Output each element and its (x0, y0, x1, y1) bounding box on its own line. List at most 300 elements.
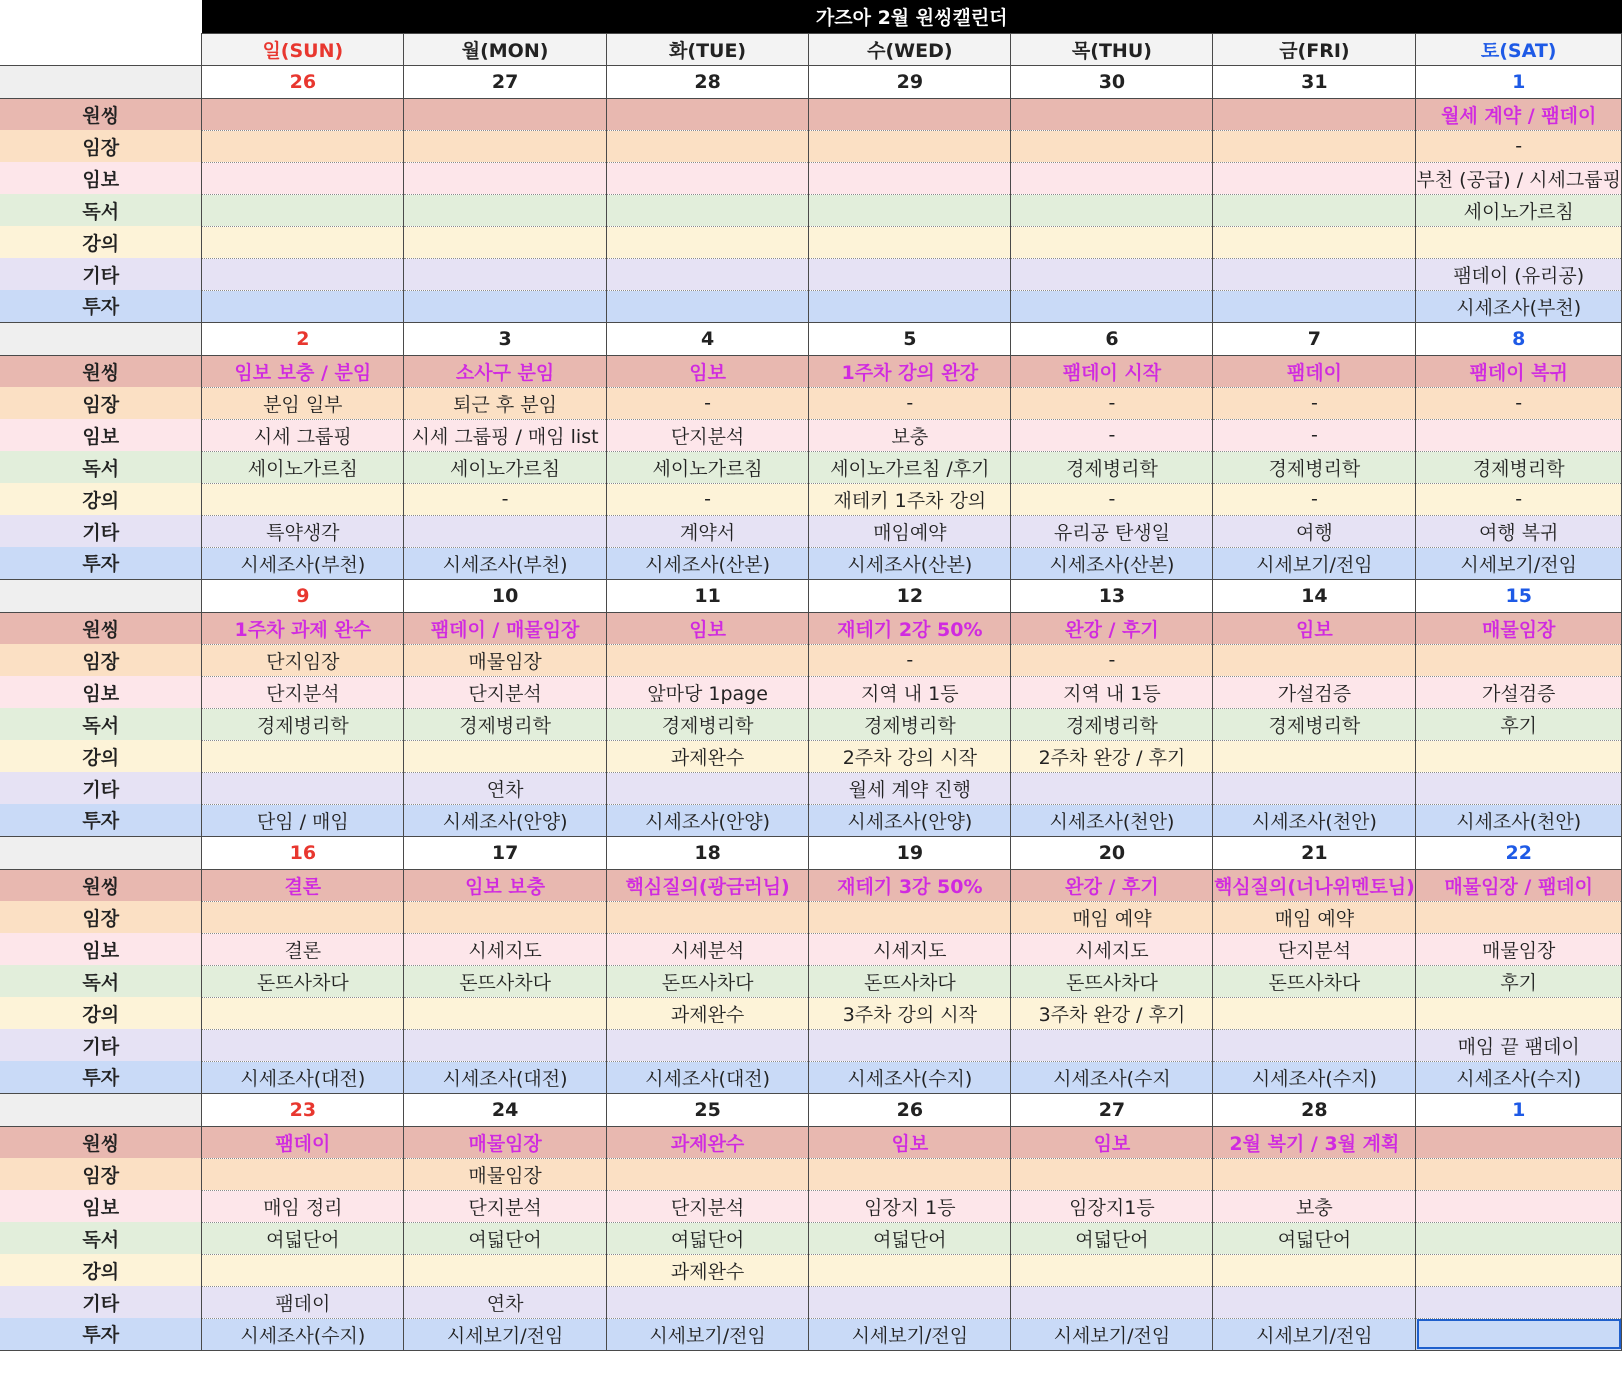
schedule-cell[interactable]: 시세 그룹핑 (202, 419, 404, 451)
schedule-cell[interactable] (404, 1029, 607, 1061)
schedule-cell[interactable] (606, 130, 808, 162)
schedule-cell[interactable]: - (1011, 387, 1213, 419)
schedule-cell[interactable]: 시세조사(안양) (606, 804, 808, 836)
schedule-cell[interactable] (1213, 1254, 1416, 1286)
schedule-cell[interactable] (1416, 1222, 1622, 1254)
schedule-cell[interactable]: 경제병리학 (1011, 451, 1213, 483)
schedule-cell[interactable] (202, 1254, 404, 1286)
schedule-cell[interactable]: 세이노가르침 (202, 451, 404, 483)
category-label: 임장 (0, 1158, 202, 1190)
day-header-sat[interactable]: 토(SAT) (1416, 33, 1622, 65)
schedule-cell[interactable]: 부천 (공급) / 시세그룹핑 (1416, 162, 1622, 194)
schedule-cell[interactable] (606, 644, 808, 676)
date-cell[interactable]: 13 (1011, 579, 1213, 612)
schedule-cell[interactable] (809, 901, 1011, 933)
schedule-cell[interactable]: 과제완수 (606, 1254, 808, 1286)
schedule-cell[interactable] (202, 162, 404, 194)
schedule-cell[interactable] (1416, 644, 1622, 676)
schedule-cell[interactable] (606, 194, 808, 226)
schedule-cell[interactable]: 소사구 분임 (404, 355, 607, 387)
schedule-cell[interactable]: 경제병리학 (1416, 451, 1622, 483)
header-blank (0, 33, 202, 65)
schedule-cell[interactable]: 시세보기/전임 (1213, 1318, 1416, 1350)
schedule-cell[interactable]: 세이노가르침 /후기 (809, 451, 1011, 483)
schedule-cell[interactable]: - (1416, 130, 1622, 162)
schedule-cell[interactable]: 시세보기/전임 (1011, 1318, 1213, 1350)
schedule-cell[interactable] (404, 258, 607, 290)
schedule-cell[interactable]: 경제병리학 (202, 708, 404, 740)
schedule-cell[interactable]: - (1213, 483, 1416, 515)
schedule-cell[interactable]: 임보 (606, 355, 808, 387)
date-cell[interactable]: 18 (606, 836, 808, 869)
date-cell[interactable]: 2 (202, 322, 404, 355)
date-cell[interactable]: 3 (404, 322, 607, 355)
schedule-cell[interactable]: - (1416, 387, 1622, 419)
day-header-thu[interactable]: 목(THU) (1011, 33, 1213, 65)
schedule-cell[interactable]: - (1011, 483, 1213, 515)
date-cell[interactable]: 10 (404, 579, 607, 612)
schedule-cell[interactable] (809, 130, 1011, 162)
schedule-cell[interactable]: 단지분석 (606, 1190, 808, 1222)
schedule-cell[interactable] (1213, 740, 1416, 772)
date-cell[interactable]: 7 (1213, 322, 1416, 355)
date-cell[interactable]: 21 (1213, 836, 1416, 869)
schedule-cell[interactable] (606, 226, 808, 258)
schedule-cell[interactable]: 경제병리학 (404, 708, 607, 740)
schedule-cell[interactable] (809, 290, 1011, 322)
schedule-cell[interactable] (202, 483, 404, 515)
schedule-cell[interactable]: 임장지 1등 (809, 1190, 1011, 1222)
schedule-cell[interactable] (1213, 1158, 1416, 1190)
schedule-cell[interactable] (606, 162, 808, 194)
schedule-cell[interactable]: 매물임장 (404, 644, 607, 676)
schedule-cell[interactable] (202, 1158, 404, 1190)
schedule-cell[interactable] (1213, 130, 1416, 162)
schedule-cell[interactable] (404, 194, 607, 226)
schedule-cell[interactable] (202, 901, 404, 933)
category-label: 독서 (0, 708, 202, 740)
schedule-cell[interactable] (1213, 1286, 1416, 1318)
schedule-cell[interactable]: 매임 예약 (1213, 901, 1416, 933)
schedule-cell[interactable] (404, 130, 607, 162)
schedule-cell[interactable]: 여덟단어 (202, 1222, 404, 1254)
schedule-cell[interactable] (1011, 226, 1213, 258)
schedule-cell[interactable]: 가설검증 (1416, 676, 1622, 708)
schedule-cell[interactable]: 단임 / 매임 (202, 804, 404, 836)
schedule-cell[interactable]: - (606, 483, 808, 515)
schedule-cell[interactable]: 과제완수 (606, 1126, 808, 1158)
schedule-cell[interactable] (606, 258, 808, 290)
schedule-cell[interactable]: 임보 (1213, 612, 1416, 644)
schedule-cell[interactable]: 가설검증 (1213, 676, 1416, 708)
schedule-cell[interactable] (606, 290, 808, 322)
schedule-cell[interactable]: 여덟단어 (809, 1222, 1011, 1254)
schedule-cell[interactable]: 핵심질의(광금러님) (606, 869, 808, 901)
schedule-cell[interactable] (606, 98, 808, 130)
schedule-cell[interactable]: 여덟단어 (606, 1222, 808, 1254)
schedule-cell[interactable]: 매물임장 (404, 1126, 607, 1158)
schedule-cell[interactable]: 시세조사(수지) (202, 1318, 404, 1350)
schedule-cell[interactable] (1416, 226, 1622, 258)
schedule-cell[interactable]: 시세조사(부천) (202, 547, 404, 579)
schedule-cell[interactable]: 시세조사(산본) (809, 547, 1011, 579)
schedule-cell[interactable]: 시세조사(대전) (202, 1061, 404, 1093)
schedule-cell[interactable] (1011, 258, 1213, 290)
schedule-cell[interactable]: 2주차 완강 / 후기 (1011, 740, 1213, 772)
schedule-cell[interactable]: 보충 (809, 419, 1011, 451)
schedule-cell[interactable] (809, 162, 1011, 194)
date-cell[interactable]: 4 (606, 322, 808, 355)
schedule-cell[interactable] (809, 258, 1011, 290)
schedule-cell[interactable] (1011, 1254, 1213, 1286)
schedule-cell[interactable] (1011, 1286, 1213, 1318)
schedule-cell[interactable] (202, 997, 404, 1029)
schedule-cell[interactable]: 월세 계약 / 팸데이 (1416, 98, 1622, 130)
schedule-cell[interactable]: 시세지도 (404, 933, 607, 965)
schedule-cell[interactable]: 재테기 3강 50% (809, 869, 1011, 901)
schedule-cell[interactable]: 세이노가르침 (606, 451, 808, 483)
schedule-cell[interactable] (606, 1158, 808, 1190)
schedule-cell[interactable] (202, 194, 404, 226)
schedule-cell[interactable]: 시세보기/전임 (606, 1318, 808, 1350)
week-4-category-row (0, 869, 1622, 901)
date-cell[interactable]: 20 (1011, 836, 1213, 869)
day-header-sun[interactable]: 일(SUN) (202, 33, 404, 65)
schedule-cell[interactable] (404, 1254, 607, 1286)
schedule-cell[interactable] (404, 162, 607, 194)
date-cell[interactable]: 26 (809, 1093, 1011, 1126)
schedule-cell[interactable]: 3주차 완강 / 후기 (1011, 997, 1213, 1029)
category-label: 독서 (0, 194, 202, 226)
day-header-tue[interactable]: 화(TUE) (606, 33, 808, 65)
schedule-cell[interactable] (809, 1158, 1011, 1190)
selected-cell[interactable] (1416, 1318, 1622, 1350)
schedule-cell[interactable] (1416, 1190, 1622, 1222)
schedule-cell[interactable]: 팸데이 (202, 1286, 404, 1318)
schedule-cell[interactable]: 임보 (809, 1126, 1011, 1158)
schedule-cell[interactable] (404, 901, 607, 933)
schedule-cell[interactable]: 연차 (404, 772, 607, 804)
schedule-cell[interactable]: 후기 (1416, 965, 1622, 997)
schedule-cell[interactable]: 단지분석 (202, 676, 404, 708)
schedule-cell[interactable]: 1주차 과제 완수 (202, 612, 404, 644)
schedule-cell[interactable] (404, 98, 607, 130)
schedule-cell[interactable] (1213, 1029, 1416, 1061)
schedule-cell[interactable]: 임보 보충 (404, 869, 607, 901)
schedule-cell[interactable] (809, 1029, 1011, 1061)
schedule-cell[interactable] (1416, 419, 1622, 451)
schedule-cell[interactable]: 결론 (202, 933, 404, 965)
schedule-cell[interactable] (1011, 772, 1213, 804)
schedule-cell[interactable]: 팸데이 (유리공) (1416, 258, 1622, 290)
date-cell[interactable]: 27 (404, 65, 607, 98)
schedule-cell[interactable]: 여행 복귀 (1416, 515, 1622, 547)
schedule-cell[interactable]: 시세보기/전임 (809, 1318, 1011, 1350)
schedule-cell[interactable]: 지역 내 1등 (1011, 676, 1213, 708)
schedule-cell[interactable] (1213, 194, 1416, 226)
schedule-cell[interactable]: 여덟단어 (1213, 1222, 1416, 1254)
category-label: 기타 (0, 1286, 202, 1318)
schedule-cell[interactable] (404, 290, 607, 322)
schedule-cell[interactable]: 팸데이 / 매물임장 (404, 612, 607, 644)
schedule-cell[interactable]: 시세 그룹핑 / 매임 list (404, 419, 607, 451)
schedule-cell[interactable]: - (1011, 419, 1213, 451)
schedule-cell[interactable] (1011, 130, 1213, 162)
schedule-cell[interactable]: 임장지1등 (1011, 1190, 1213, 1222)
schedule-cell[interactable] (1011, 1158, 1213, 1190)
schedule-cell[interactable]: 매임예약 (809, 515, 1011, 547)
date-cell[interactable]: 26 (202, 65, 404, 98)
schedule-cell[interactable] (1213, 98, 1416, 130)
schedule-cell[interactable]: 시세조사(부천) (404, 547, 607, 579)
date-cell[interactable]: 11 (606, 579, 808, 612)
date-cell[interactable]: 29 (809, 65, 1011, 98)
schedule-cell[interactable]: 돈뜨사차다 (1213, 965, 1416, 997)
schedule-cell[interactable]: 과제완수 (606, 997, 808, 1029)
schedule-cell[interactable] (1416, 740, 1622, 772)
schedule-cell[interactable] (1416, 1126, 1622, 1158)
schedule-cell[interactable]: 시세지도 (809, 933, 1011, 965)
schedule-cell[interactable]: 2월 복기 / 3월 계획 (1213, 1126, 1416, 1158)
schedule-cell[interactable]: 단지임장 (202, 644, 404, 676)
day-header-mon[interactable]: 월(MON) (404, 33, 607, 65)
schedule-cell[interactable]: 돈뜨사차다 (202, 965, 404, 997)
schedule-cell[interactable] (1213, 290, 1416, 322)
date-cell[interactable]: 25 (606, 1093, 808, 1126)
schedule-cell[interactable] (202, 1029, 404, 1061)
date-cell[interactable]: 9 (202, 579, 404, 612)
schedule-cell[interactable] (606, 1029, 808, 1061)
schedule-cell[interactable]: - (606, 387, 808, 419)
schedule-cell[interactable]: 연차 (404, 1286, 607, 1318)
schedule-cell[interactable]: 시세조사(대전) (404, 1061, 607, 1093)
schedule-cell[interactable]: 돈뜨사차다 (404, 965, 607, 997)
schedule-cell[interactable]: 시세보기/전임 (404, 1318, 607, 1350)
schedule-cell[interactable]: 시세보기/전임 (1213, 547, 1416, 579)
schedule-cell[interactable]: 결론 (202, 869, 404, 901)
schedule-cell[interactable] (404, 226, 607, 258)
schedule-cell[interactable]: 경제병리학 (1213, 451, 1416, 483)
schedule-cell[interactable]: 재테기 2강 50% (809, 612, 1011, 644)
week-4-category-row (0, 901, 1622, 933)
schedule-cell[interactable] (1416, 1286, 1622, 1318)
schedule-cell[interactable]: 분임 일부 (202, 387, 404, 419)
date-cell[interactable]: 12 (809, 579, 1011, 612)
schedule-cell[interactable] (1011, 98, 1213, 130)
schedule-cell[interactable]: 경제병리학 (1213, 708, 1416, 740)
schedule-cell[interactable] (202, 226, 404, 258)
category-label: 원씽 (0, 98, 202, 130)
schedule-cell[interactable] (202, 290, 404, 322)
schedule-cell[interactable]: 시세조사(부천) (1416, 290, 1622, 322)
schedule-cell[interactable] (202, 130, 404, 162)
schedule-cell[interactable] (809, 194, 1011, 226)
schedule-cell[interactable] (202, 98, 404, 130)
schedule-cell[interactable] (606, 772, 808, 804)
schedule-cell[interactable]: 팸데이 복귀 (1416, 355, 1622, 387)
schedule-cell[interactable]: 경제병리학 (809, 708, 1011, 740)
schedule-cell[interactable]: 1주차 강의 완강 (809, 355, 1011, 387)
schedule-cell[interactable]: - (1213, 419, 1416, 451)
schedule-cell[interactable]: 월세 계약 진행 (809, 772, 1011, 804)
schedule-cell[interactable] (404, 740, 607, 772)
schedule-cell[interactable]: 시세조사(산본) (606, 547, 808, 579)
schedule-cell[interactable]: 매임 예약 (1011, 901, 1213, 933)
schedule-cell[interactable]: 여행 (1213, 515, 1416, 547)
date-cell[interactable]: 19 (809, 836, 1011, 869)
schedule-cell[interactable] (809, 226, 1011, 258)
schedule-cell[interactable] (404, 997, 607, 1029)
schedule-cell[interactable]: 시세보기/전임 (1416, 547, 1622, 579)
schedule-cell[interactable]: - (404, 483, 607, 515)
week-2-category-row (0, 451, 1622, 483)
date-cell[interactable]: 6 (1011, 322, 1213, 355)
date-cell[interactable]: 22 (1416, 836, 1622, 869)
schedule-cell[interactable] (809, 1254, 1011, 1286)
schedule-cell[interactable]: 핵심질의(너나위멘토님) (1213, 869, 1416, 901)
schedule-cell[interactable]: 임보 보충 / 분임 (202, 355, 404, 387)
date-cell[interactable]: 28 (1213, 1093, 1416, 1126)
schedule-cell[interactable]: 후기 (1416, 708, 1622, 740)
date-cell[interactable]: 31 (1213, 65, 1416, 98)
schedule-cell[interactable]: 여덟단어 (1011, 1222, 1213, 1254)
schedule-cell[interactable]: 팸데이 (202, 1126, 404, 1158)
schedule-cell[interactable]: 2주차 강의 시작 (809, 740, 1011, 772)
schedule-cell[interactable]: 퇴근 후 분임 (404, 387, 607, 419)
date-cell[interactable]: 30 (1011, 65, 1213, 98)
schedule-cell[interactable]: 매물임장 (1416, 933, 1622, 965)
schedule-cell[interactable]: 매임 정리 (202, 1190, 404, 1222)
schedule-cell[interactable]: 유리공 탄생일 (1011, 515, 1213, 547)
schedule-cell[interactable] (202, 772, 404, 804)
date-cell[interactable]: 27 (1011, 1093, 1213, 1126)
schedule-cell[interactable]: 보충 (1213, 1190, 1416, 1222)
day-header-fri[interactable]: 금(FRI) (1213, 33, 1416, 65)
schedule-cell[interactable]: 시세조사(천안) (1416, 804, 1622, 836)
date-cell[interactable]: 1 (1416, 1093, 1622, 1126)
schedule-cell[interactable]: 시세조사(천안) (1011, 804, 1213, 836)
schedule-cell[interactable] (1213, 226, 1416, 258)
date-cell[interactable]: 1 (1416, 65, 1622, 98)
schedule-cell[interactable]: 돈뜨사차다 (809, 965, 1011, 997)
schedule-cell[interactable]: 시세조사(수지) (1213, 1061, 1416, 1093)
date-cell[interactable]: 14 (1213, 579, 1416, 612)
schedule-cell[interactable] (1011, 1029, 1213, 1061)
schedule-cell[interactable]: 매물임장 / 팸데이 (1416, 869, 1622, 901)
day-header-wed[interactable]: 수(WED) (809, 33, 1011, 65)
schedule-cell[interactable] (202, 740, 404, 772)
schedule-cell[interactable]: - (809, 387, 1011, 419)
schedule-cell[interactable] (1011, 290, 1213, 322)
schedule-cell[interactable] (809, 98, 1011, 130)
schedule-cell[interactable]: 시세조사(산본) (1011, 547, 1213, 579)
schedule-cell[interactable]: 경제병리학 (606, 708, 808, 740)
date-cell[interactable]: 5 (809, 322, 1011, 355)
schedule-cell[interactable]: 시세조사(안양) (809, 804, 1011, 836)
schedule-cell[interactable] (1416, 1254, 1622, 1286)
schedule-cell[interactable]: 경제병리학 (1011, 708, 1213, 740)
schedule-cell[interactable]: - (1213, 387, 1416, 419)
schedule-cell[interactable]: - (1011, 644, 1213, 676)
schedule-cell[interactable]: 팸데이 시작 (1011, 355, 1213, 387)
schedule-cell[interactable] (809, 1286, 1011, 1318)
schedule-cell[interactable] (1011, 162, 1213, 194)
schedule-cell[interactable]: 시세분석 (606, 933, 808, 965)
schedule-cell[interactable]: 특약생각 (202, 515, 404, 547)
schedule-cell[interactable]: 시세조사(수지) (1416, 1061, 1622, 1093)
schedule-cell[interactable]: 재테키 1주차 강의 (809, 483, 1011, 515)
schedule-cell[interactable]: 계약서 (606, 515, 808, 547)
schedule-cell[interactable] (1213, 644, 1416, 676)
schedule-cell[interactable] (606, 1286, 808, 1318)
schedule-cell[interactable]: 돈뜨사차다 (1011, 965, 1213, 997)
schedule-cell[interactable]: 단지분석 (1213, 933, 1416, 965)
schedule-cell[interactable]: 매임 끝 팸데이 (1416, 1029, 1622, 1061)
date-cell[interactable]: 23 (202, 1093, 404, 1126)
schedule-cell[interactable] (1213, 997, 1416, 1029)
date-cell[interactable]: 15 (1416, 579, 1622, 612)
schedule-cell[interactable] (404, 515, 607, 547)
date-cell[interactable]: 8 (1416, 322, 1622, 355)
schedule-cell[interactable]: 3주차 강의 시작 (809, 997, 1011, 1029)
schedule-cell[interactable]: 여덟단어 (404, 1222, 607, 1254)
date-cell[interactable]: 17 (404, 836, 607, 869)
date-cell[interactable]: 24 (404, 1093, 607, 1126)
date-cell[interactable]: 16 (202, 836, 404, 869)
schedule-cell[interactable] (1416, 997, 1622, 1029)
schedule-cell[interactable] (1213, 162, 1416, 194)
schedule-cell[interactable]: 단지분석 (404, 1190, 607, 1222)
schedule-cell[interactable]: 과제완수 (606, 740, 808, 772)
week-4-category-row (0, 997, 1622, 1029)
category-label: 독서 (0, 1222, 202, 1254)
schedule-cell[interactable] (606, 901, 808, 933)
schedule-cell[interactable]: 앞마당 1page (606, 676, 808, 708)
schedule-cell[interactable]: 시세조사(천안) (1213, 804, 1416, 836)
schedule-cell[interactable] (1416, 901, 1622, 933)
schedule-cell[interactable]: 지역 내 1등 (809, 676, 1011, 708)
schedule-cell[interactable] (1213, 258, 1416, 290)
schedule-cell[interactable] (1011, 194, 1213, 226)
schedule-cell[interactable]: 시세지도 (1011, 933, 1213, 965)
week-4-category-row (0, 1061, 1622, 1093)
schedule-cell[interactable]: 임보 (1011, 1126, 1213, 1158)
schedule-cell[interactable]: - (809, 644, 1011, 676)
schedule-cell[interactable]: 시세조사(안양) (404, 804, 607, 836)
schedule-cell[interactable] (1416, 772, 1622, 804)
schedule-cell[interactable]: - (1416, 483, 1622, 515)
schedule-cell[interactable]: 매물임장 (404, 1158, 607, 1190)
schedule-cell[interactable]: 시세조사(수지) (809, 1061, 1011, 1093)
schedule-cell[interactable] (202, 258, 404, 290)
schedule-cell[interactable]: 시세조사(수지 (1011, 1061, 1213, 1093)
schedule-cell[interactable] (1213, 772, 1416, 804)
schedule-cell[interactable]: 세이노가르침 (404, 451, 607, 483)
schedule-cell[interactable]: 완강 / 후기 (1011, 869, 1213, 901)
date-cell[interactable]: 28 (606, 65, 808, 98)
schedule-cell[interactable]: 완강 / 후기 (1011, 612, 1213, 644)
week-1-category-row (0, 130, 1622, 162)
schedule-cell[interactable]: 시세조사(대전) (606, 1061, 808, 1093)
schedule-cell[interactable]: 단지분석 (404, 676, 607, 708)
schedule-cell[interactable] (1416, 1158, 1622, 1190)
schedule-cell[interactable]: 단지분석 (606, 419, 808, 451)
schedule-cell[interactable]: 세이노가르침 (1416, 194, 1622, 226)
schedule-cell[interactable]: 돈뜨사차다 (606, 965, 808, 997)
schedule-cell[interactable]: 매물임장 (1416, 612, 1622, 644)
schedule-cell[interactable]: 임보 (606, 612, 808, 644)
schedule-cell[interactable]: 팸데이 (1213, 355, 1416, 387)
